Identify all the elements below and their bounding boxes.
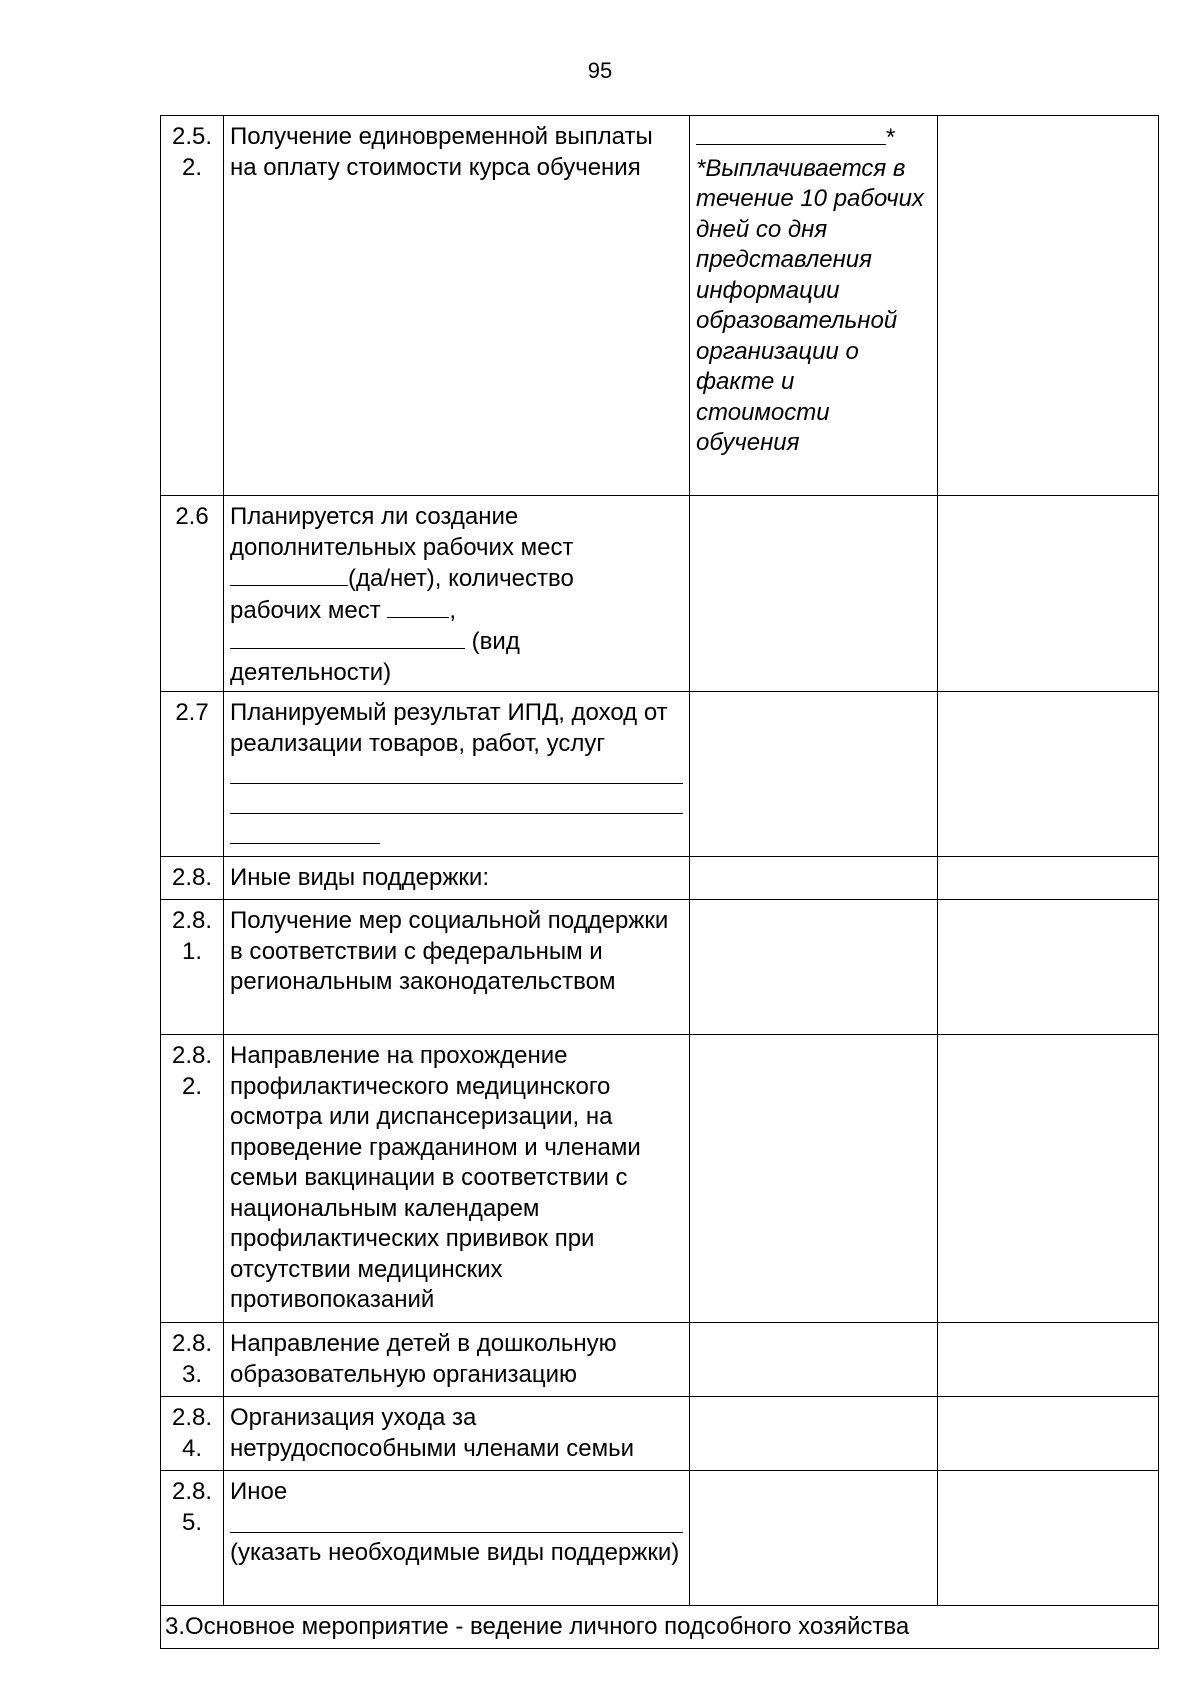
support-measures-table (160, 115, 1159, 1649)
table-row (161, 1397, 1159, 1471)
empty-cell[interactable] (938, 857, 1159, 900)
empty-cell[interactable] (690, 496, 938, 692)
other-support-blank[interactable] (230, 1508, 683, 1533)
empty-cell[interactable] (938, 116, 1159, 496)
page-number: 95 (587, 58, 613, 83)
table-row (161, 1035, 1159, 1323)
payment-note-cell[interactable] (690, 116, 938, 496)
empty-cell[interactable] (938, 1323, 1159, 1397)
row-description: Иные виды поддержки: (224, 857, 690, 900)
table-row (161, 692, 1159, 857)
empty-cell[interactable] (938, 496, 1159, 692)
row-number: 2.8. 3. (161, 1323, 224, 1397)
table-row (161, 1323, 1159, 1397)
row-description: Иное (указать необходимые виды поддержки) (224, 1471, 690, 1606)
income-blank-line-2[interactable] (230, 789, 683, 814)
row-number: 2.8. 1. (161, 900, 224, 1035)
row-number: 2.8. 2. (161, 1035, 224, 1323)
row-number: 2.6 (161, 496, 224, 692)
section-row (161, 1606, 1159, 1649)
table-row (161, 900, 1159, 1035)
payment-note: *Выплачивается в течение 10 рабочих дней со дня представления информации образовательной организации о факте и стоимости обучения (696, 154, 924, 456)
yes-no-blank[interactable] (230, 563, 348, 586)
row-number: 2.8. 4. (161, 1397, 224, 1471)
row-description: Получение единовременной выплаты на оплату стоимости курса обучения (224, 116, 690, 496)
row-description: Планируемый результат ИПД, доход от реализации товаров, работ, услуг (224, 692, 690, 857)
empty-cell[interactable] (690, 900, 938, 1035)
jobs-count-blank[interactable] (387, 595, 449, 618)
amount-blank[interactable] (696, 122, 886, 145)
table-row (161, 496, 1159, 692)
empty-cell[interactable] (690, 1035, 938, 1323)
empty-cell[interactable] (938, 1471, 1159, 1606)
income-blank-line-1[interactable] (230, 759, 683, 784)
row-description: Планируется ли создание дополнительных рабочих мест (да/нет), количество рабочих мест , (вид деятельности) (224, 496, 690, 692)
empty-cell[interactable] (938, 1035, 1159, 1323)
row-number: 2.7 (161, 692, 224, 857)
note-asterisk: * (886, 124, 896, 151)
row-description: Направление на прохождение профилактического медицинского осмотра или диспансеризации, на проведение гражданином и членами семьи вакцинации в соответствии с национальным календарем профилактических прививок при отсутствии медицинских противопоказаний (224, 1035, 690, 1323)
row-number: 2.8. 5. (161, 1471, 224, 1606)
row-number: 2.8. (161, 857, 224, 900)
empty-cell[interactable] (690, 692, 938, 857)
income-blank-line-3[interactable] (230, 819, 380, 844)
table-row (161, 1471, 1159, 1606)
section-heading: 3.Основное мероприятие - ведение личного подсобного хозяйства (161, 1606, 1159, 1649)
empty-cell[interactable] (690, 857, 938, 900)
row-description: Направление детей в дошкольную образовательную организацию (224, 1323, 690, 1397)
row-description: Получение мер социальной поддержки в соответствии с федеральным и региональным законодательством (224, 900, 690, 1035)
empty-cell[interactable] (938, 692, 1159, 857)
empty-cell[interactable] (938, 900, 1159, 1035)
empty-cell[interactable] (690, 1323, 938, 1397)
row-number: 2.5. 2. (161, 116, 224, 496)
empty-cell[interactable] (938, 1397, 1159, 1471)
table-row (161, 857, 1159, 900)
empty-cell[interactable] (690, 1397, 938, 1471)
row-description: Организация ухода за нетрудоспособными членами семьи (224, 1397, 690, 1471)
table-row (161, 116, 1159, 496)
activity-type-blank[interactable] (230, 626, 465, 649)
empty-cell[interactable] (690, 1471, 938, 1606)
